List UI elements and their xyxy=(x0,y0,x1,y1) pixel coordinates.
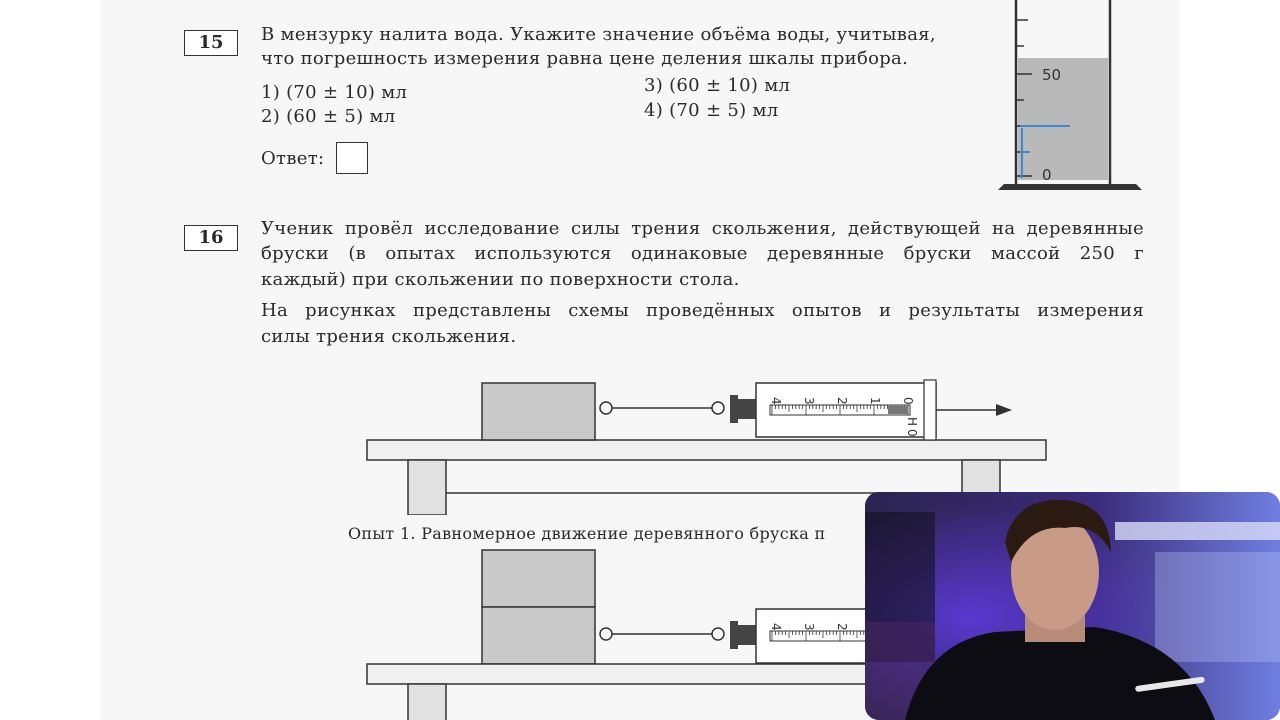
beaker-base xyxy=(998,184,1142,190)
dynamometer-cap-2 xyxy=(738,625,756,645)
q16-text-line1: Ученик провёл исследование силы трения скольжения, действующей на деревянные xyxy=(261,218,1144,239)
wooden-block-top xyxy=(482,550,595,607)
question-number-16: 16 xyxy=(184,225,238,251)
hook-2 xyxy=(600,628,612,640)
scale2-label-3: 3 xyxy=(802,623,816,631)
q15-option-3: 3) (60 ± 10) мл xyxy=(644,75,791,96)
dynamometer-ring-2 xyxy=(712,628,724,640)
table-leg-left-2 xyxy=(408,684,446,720)
scale-unit: Н xyxy=(905,417,919,427)
scale2-label-2: 2 xyxy=(835,623,849,631)
dynamometer-cap xyxy=(738,399,756,419)
q15-text-line2: что погрешность измерения равна цене деления шкалы прибора. xyxy=(261,48,909,69)
dynamometer-knob xyxy=(730,395,738,423)
dynamometer-indicator xyxy=(888,406,908,414)
q15-option-2: 2) (60 ± 5) мл xyxy=(261,106,396,127)
webcam-video-frame xyxy=(865,492,1280,720)
scale-label-zero-bottom: 0 xyxy=(905,429,919,437)
beaker-mark-50: 50 xyxy=(1042,66,1062,84)
beaker-mark-0: 0 xyxy=(1042,166,1052,184)
scale-label-3: 3 xyxy=(802,397,816,405)
scale-label-1: 1 xyxy=(868,397,882,405)
pull-arrow-icon xyxy=(996,404,1012,416)
beaker-diagram xyxy=(990,0,1150,200)
dynamometer-ring xyxy=(712,402,724,414)
scale2-label-4: 4 xyxy=(769,623,783,631)
q15-option-4: 4) (70 ± 5) мл xyxy=(644,100,779,121)
table-top xyxy=(367,440,1046,460)
q15-answer-label: Ответ: xyxy=(261,148,325,169)
wooden-block xyxy=(482,383,595,440)
q16-text-line3: каждый) при скольжении по поверхности стола. xyxy=(261,269,740,290)
dynamometer-knob-2 xyxy=(730,621,738,649)
q15-answer-box[interactable] xyxy=(336,142,368,174)
question-number-15: 15 xyxy=(184,30,238,56)
scale-label-2: 2 xyxy=(835,397,849,405)
experiment1-caption: Опыт 1. Равномерное движение деревянного бруска п xyxy=(348,524,826,543)
q15-text-line1: В мензурку налита вода. Укажите значение объёма воды, учитывая, xyxy=(261,24,936,45)
wooden-block-bottom xyxy=(482,607,595,664)
beaker-water xyxy=(1018,58,1108,180)
hook xyxy=(600,402,612,414)
table-leg-left xyxy=(408,460,446,515)
webcam-overlay xyxy=(865,492,1280,720)
q16-text-line5: силы трения скольжения. xyxy=(261,326,517,347)
q15-option-1: 1) (70 ± 10) мл xyxy=(261,82,408,103)
scale-label-4: 4 xyxy=(769,397,783,405)
q16-text-line2: бруски (в опытах используются одинаковые деревянные бруски массой 250 г xyxy=(261,243,1144,264)
q16-text-line4: На рисунках представлены схемы проведённых опытов и результаты измерения xyxy=(261,300,1144,321)
dynamometer-handle xyxy=(924,380,936,440)
scale-label-0: 0 xyxy=(901,397,915,405)
